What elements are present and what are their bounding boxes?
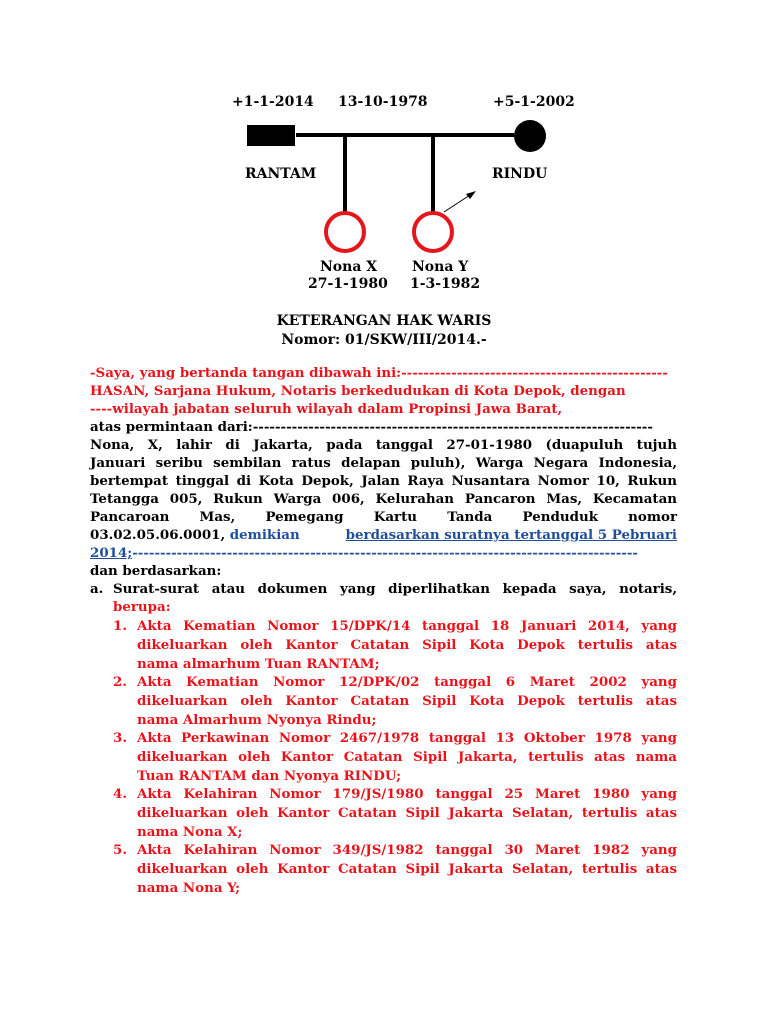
para-line-5: Pancaroan Mas, Pemegang Kartu Tanda Penduduk nomor bbox=[90, 509, 677, 525]
document-number: Nomor: 01/SKW/III/2014.- bbox=[281, 332, 487, 348]
list-item-number: 3. bbox=[113, 730, 127, 746]
list-item-line: Tuan RANTAM dan Nyonya RINDU; bbox=[137, 768, 402, 784]
para-line-1: Nona, X, lahir di Jakarta, pada tanggal 27-01-1980 (duapuluh tujuh bbox=[90, 437, 677, 453]
name-mother: RINDU bbox=[492, 166, 548, 182]
para-line-7 bbox=[90, 545, 638, 561]
para-line-7-dashes: ------------------------------------------------------------------------------------------- bbox=[132, 545, 638, 561]
intro-line-2: HASAN, Sarjana Hukum, Notaris berkedudukan di Kota Depok, dengan bbox=[90, 383, 626, 399]
child2-date: 1-3-1982 bbox=[410, 276, 481, 292]
para-demikian: demikian bbox=[229, 527, 300, 543]
date-mother: +5-1-2002 bbox=[493, 94, 575, 110]
father-square-symbol bbox=[247, 125, 295, 146]
based-label: dan berdasarkan: bbox=[90, 563, 222, 579]
para-line-4: Tetangga 005, Rukun Warga 006, Kelurahan Pancaron Mas, Kecamatan bbox=[90, 491, 677, 507]
child1-date: 27-1-1980 bbox=[308, 276, 388, 292]
intro-line-3: ----wilayah jabatan seluruh wilayah dalam Propinsi Jawa Barat, bbox=[90, 401, 563, 417]
point-a-label: a. bbox=[90, 581, 104, 597]
child1-circle-symbol bbox=[326, 213, 364, 251]
document-title: KETERANGAN HAK WARIS bbox=[276, 313, 492, 329]
letter-year-link[interactable]: 2014; bbox=[90, 545, 133, 561]
list-item-line: dikeluarkan oleh Kantor Catatan Sipil Jakarta Selatan, tertulis atas bbox=[137, 805, 677, 821]
intro-line-4: atas permintaan dari:------------------------------------------------------------------------ bbox=[90, 419, 653, 435]
list-item-line: Akta Kelahiran Nomor 179/JS/1980 tanggal 25 Maret 1980 yang bbox=[137, 786, 677, 802]
list-item-number: 4. bbox=[113, 786, 127, 802]
list-item-line: nama Nona Y; bbox=[137, 880, 241, 896]
date-father: +1-1-2014 bbox=[232, 94, 314, 110]
list-item-line: nama Nona X; bbox=[137, 824, 243, 840]
name-father: RANTAM bbox=[245, 166, 317, 182]
list-item-line: dikeluarkan oleh Kantor Catatan Sipil Jakarta, tertulis atas nama bbox=[137, 749, 677, 765]
arrow-head-icon bbox=[466, 191, 476, 199]
pedigree-diagram bbox=[0, 0, 768, 320]
list-item-number: 2. bbox=[113, 674, 127, 690]
point-a-line-2: berupa: bbox=[113, 599, 171, 615]
arrow-line bbox=[444, 195, 470, 212]
child1-name: Nona X bbox=[320, 259, 378, 275]
para-line-6 bbox=[90, 527, 677, 543]
intro-line-1: -Saya, yang bertanda tangan dibawah ini:------------------------------------------------ bbox=[90, 365, 668, 381]
list-item-line: Akta Kematian Nomor 12/DPK/02 tanggal 6 Maret 2002 yang bbox=[137, 674, 677, 690]
para-line-2: Januari seribu sembilan ratus delapan puluh), Warga Negara Indonesia, bbox=[90, 455, 677, 471]
list-item-line: Akta Kematian Nomor 15/DPK/14 tanggal 18 Januari 2014, yang bbox=[137, 618, 677, 634]
date-marriage: 13-10-1978 bbox=[338, 94, 428, 110]
point-a-line-1: Surat-surat atau dokumen yang diperlihatkan kepada saya, notaris, bbox=[113, 581, 677, 597]
list-item-line: dikeluarkan oleh Kantor Catatan Sipil Kota Depok tertulis atas bbox=[137, 693, 677, 709]
list-item-line: nama Almarhum Nyonya Rindu; bbox=[137, 712, 377, 728]
para-line-3: bertempat tinggal di Kota Depok, Jalan Raya Nusantara Nomor 10, Rukun bbox=[90, 473, 677, 489]
list-item-line: nama almarhum Tuan RANTAM; bbox=[137, 656, 380, 672]
list-item-number: 5. bbox=[113, 842, 127, 858]
child2-name: Nona Y bbox=[412, 259, 469, 275]
mother-circle-symbol bbox=[514, 120, 546, 152]
child2-circle-symbol bbox=[414, 213, 452, 251]
letter-date-link[interactable]: berdasarkan suratnya tertanggal 5 Pebruari bbox=[345, 527, 677, 543]
list-item-line: dikeluarkan oleh Kantor Catatan Sipil Jakarta Selatan, tertulis atas bbox=[137, 861, 677, 877]
list-item-line: Akta Kelahiran Nomor 349/JS/1982 tanggal 30 Maret 1982 yang bbox=[137, 842, 677, 858]
list-item-line: dikeluarkan oleh Kantor Catatan Sipil Kota Depok tertulis atas bbox=[137, 637, 677, 653]
list-item-line: Akta Perkawinan Nomor 2467/1978 tanggal 13 Oktober 1978 yang bbox=[137, 730, 677, 746]
list-item-number: 1. bbox=[113, 618, 127, 634]
ktp-number: 03.02.05.06.0001, bbox=[90, 527, 226, 543]
